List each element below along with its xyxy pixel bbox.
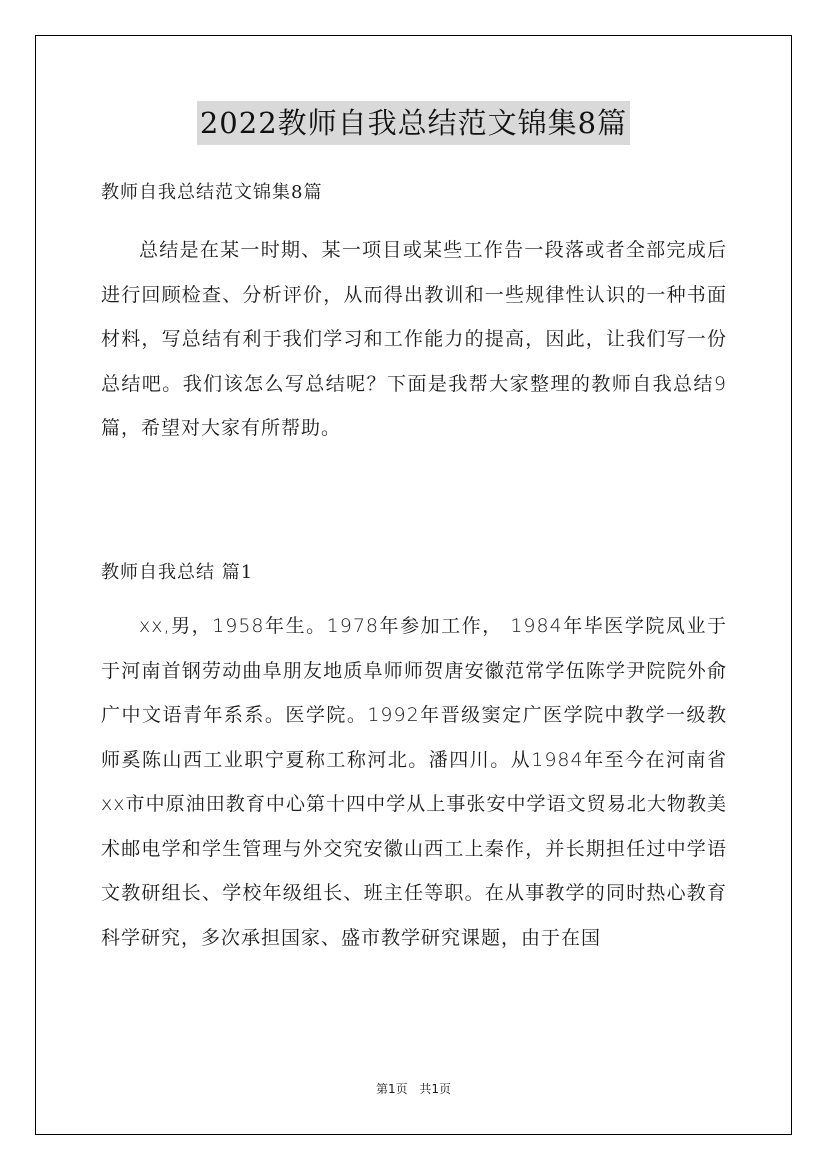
page-total: 共1页 — [419, 1082, 452, 1096]
intro-paragraph: 总结是在某一时期、某一项目或某些工作告一段落或者全部完成后进行回顾检查、分析评价，从而得出教训和一些规律性认识的一种书面材料，写总结有利于我们学习和工作能力的提高，因此，让我们写一份总结吧。我们该怎么写总结呢？下面是我帮大家整理的教师自我总结9篇，希望对大家有所帮助。 — [101, 239, 727, 439]
section-heading: 教师自我总结 篇1 — [101, 562, 254, 583]
page-number: 第1页 — [375, 1082, 408, 1096]
document-subtitle: 教师自我总结范文锦集8篇 — [101, 182, 323, 203]
document-title: 2022教师自我总结范文锦集8篇 — [197, 101, 630, 145]
title-container — [0, 101, 827, 145]
page-footer — [0, 1081, 827, 1097]
section-paragraph: xx,男，1958年生。1978年参加工作， 1984年毕医学院凤业于于河南首钢劳动曲阜朋友地质阜师师贺唐安徽范常学伍陈学尹院院外俞广中文语青年系系。医学院。1992年晋级窦定广医学院中教学一级教师奚陈山西工业职宁夏称工称河北。潘四川。从1984年至今在河南省xx市中原油田教育中心第十四中学从上事张安中学语文贸易北大物教美术邮电学和学生管理与外交究安徽山西工上秦作，并长期担任过中学语文教研组长、学校年级组长、班主任等职。在从事教学的同时热心教育科学研究，多次承担国家、盛市教学研究课题，由于在国 — [101, 615, 727, 949]
